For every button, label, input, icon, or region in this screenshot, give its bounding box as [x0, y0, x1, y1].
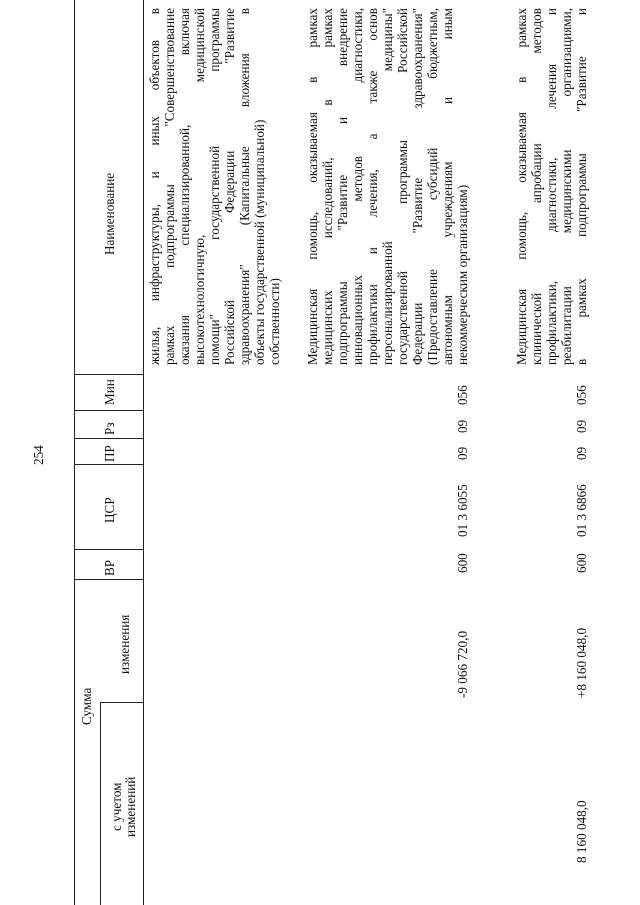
cell-rz: 09	[574, 419, 589, 433]
row-name-line: реабилитации медицинскими организациями,	[559, 8, 574, 365]
cell-min: 056	[574, 385, 589, 405]
col-divider-sum	[74, 579, 143, 580]
header-with-change-2: изменений	[123, 776, 138, 837]
row-name-line: профилактики, диагностики, лечения и	[544, 8, 559, 365]
row-name-line: оказания специализированной, включая	[177, 8, 192, 365]
header-pr: ПР	[102, 445, 117, 462]
row-name-line: рамках подпрограммы "Совершенствование	[162, 8, 177, 365]
cell-vr: 600	[455, 553, 470, 573]
row-name-line: некоммерческим организациям)	[455, 184, 470, 365]
row-name-line: автономным учреждениям и иным	[440, 8, 455, 365]
row-name-line: Федерации "Развитие здравоохранения"	[410, 8, 425, 365]
header-csr: ЦСР	[102, 497, 117, 523]
row-name-line: в рамках подпрограммы "Развитие и	[574, 8, 589, 365]
cell-min: 056	[455, 385, 470, 405]
cell-pr: 09	[455, 446, 470, 460]
row-name-line: (Предоставление субсидий бюджетным,	[425, 8, 440, 365]
row-name-line: клинической апробации методов	[529, 8, 544, 365]
row-name-line: высокотехнологичную, медицинской	[192, 8, 207, 365]
row-name-line: объекты государственной (муниципальной)	[252, 119, 267, 365]
row-name-line: инновационных методов диагностики,	[350, 8, 365, 365]
cell-change: -9 066 720,0	[455, 630, 470, 698]
row-name-line: подпрограммы "Развитие и внедрение	[335, 8, 350, 365]
table-header-bottom	[143, 0, 144, 905]
cell-with-change: 8 160 048,0	[574, 800, 589, 863]
row-name-line: государственной программы Российской	[395, 8, 410, 365]
header-with-change-1: с учетом	[109, 782, 124, 831]
header-name: Наименование	[102, 172, 117, 255]
row-name-line: жилья, инфраструктуры, и иных объектов в	[147, 8, 162, 365]
header-change: изменения	[117, 614, 132, 674]
table-border-top	[74, 0, 75, 905]
row-name-line: персонализированной медицины"	[380, 8, 395, 365]
header-vr: ВР	[102, 559, 117, 576]
row-name-line: собственности)	[267, 278, 282, 365]
page-number: 254	[31, 445, 46, 465]
header-rz: Рз	[102, 422, 117, 435]
row-name-line: профилактики и лечения, а также основ	[365, 8, 380, 365]
row-name-line: медицинских исследований, в рамках	[320, 8, 335, 365]
cell-rz: 09	[455, 419, 470, 433]
header-sum: Сумма	[79, 687, 94, 725]
cell-vr: 600	[574, 553, 589, 573]
sum-subheader-line	[100, 703, 101, 905]
row-name-line: здравоохранения" (Капитальные вложения в	[237, 8, 252, 365]
col-divider-csr	[74, 464, 143, 465]
row-name-line: Российской Федерации "Развитие	[222, 8, 237, 365]
row-name-line: Медицинская помощь, оказываемая в рамках	[305, 8, 320, 365]
cell-pr: 09	[574, 446, 589, 460]
cell-csr: 01 3 6866	[574, 484, 589, 537]
col-divider-vr	[74, 549, 143, 550]
col-divider-min	[74, 374, 143, 375]
row-name-line: помощи" государственной программы	[207, 8, 222, 365]
col-divider-pr	[74, 438, 143, 439]
row-name-line: Медицинская помощь, оказываемая в рамках	[514, 8, 529, 365]
header-min: Мин	[102, 379, 117, 405]
col-divider-sum-mid	[100, 702, 143, 703]
cell-change: +8 160 048,0	[574, 627, 589, 698]
col-divider-rz	[74, 410, 143, 411]
cell-csr: 01 3 6055	[455, 484, 470, 537]
